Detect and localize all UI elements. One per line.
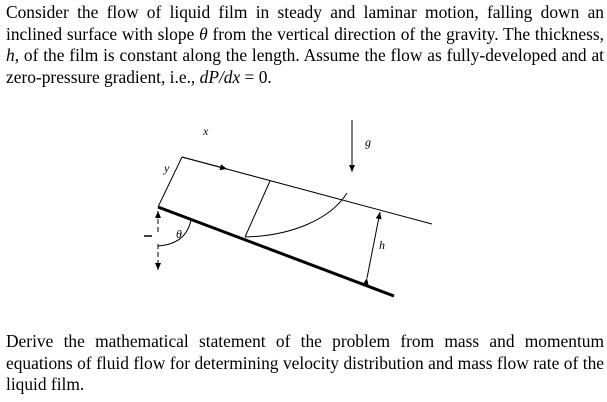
h-symbol: h [6, 45, 15, 65]
y-axis-line [158, 157, 182, 207]
task-statement: Derive the mathematical statement of the problem from mass and momentum equations of fluid flow for determining velocity distribution and mass flow rate of the liquid film. [6, 331, 604, 394]
y-axis-label: y [164, 161, 170, 175]
profile-section-line [245, 181, 270, 237]
gravity-label: g [365, 135, 371, 149]
angle-label: θ [176, 227, 182, 241]
intro-text-3: , of the film is constant along the length. Assume the flow as fully-developed and at zero-pressure gradient, i.e., [6, 45, 604, 87]
x-axis-label: x [203, 124, 209, 138]
intro-text-2: from the vertical direction of the gravity. The thickness, [207, 23, 604, 44]
x-axis-arrow [182, 157, 227, 169]
thickness-label: h [379, 238, 385, 252]
theta-symbol: θ [199, 23, 208, 44]
pressure-gradient-expression: dP/dx [199, 66, 241, 87]
velocity-profile-curve [245, 193, 347, 237]
intro-text-1: Consider the flow of liquid film in steady and laminar motion, falling down an inclined surface with slope [6, 2, 604, 44]
angle-arc [158, 220, 191, 246]
intro-text-4: = 0. [240, 66, 272, 87]
inclined-surface [158, 207, 394, 296]
